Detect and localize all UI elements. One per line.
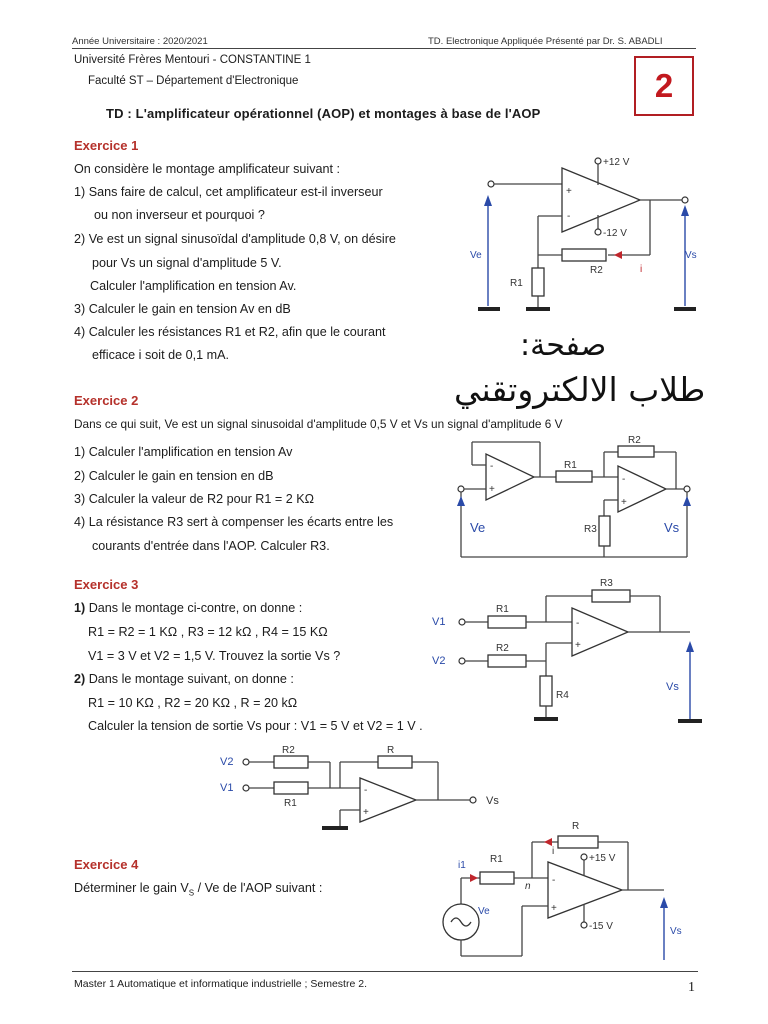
- ex3a-minus: -: [576, 618, 580, 629]
- ex4-vminus-label: -15 V: [589, 921, 613, 932]
- watermark-line1: صفحة:: [520, 328, 607, 363]
- ex3-p1-values: R1 = R2 = 1 KΩ , R3 = 12 kΩ , R4 = 15 KΩ: [88, 625, 328, 639]
- ex1-vminus-label: -12 V: [603, 228, 627, 239]
- ex3a-v2-label: V2: [432, 655, 446, 667]
- ex1-q2b: pour Vs un signal d'amplitude 5 V.: [92, 256, 282, 270]
- ex1-q4b: efficace i soit de 0,1 mA.: [92, 348, 229, 362]
- ex1-vs-label: Vs: [685, 250, 697, 261]
- ex2-q4a: 4) La résistance R3 sert à compenser les écarts entre les: [74, 515, 394, 529]
- ex3a-r4-label: R4: [556, 690, 569, 701]
- ex4-question-b: / Ve de l'AOP suivant :: [194, 881, 323, 895]
- university-name: Université Frères Mentouri - CONSTANTINE 1: [74, 54, 311, 66]
- ex4-r1-label: R1: [490, 854, 503, 865]
- ex4-vs-label: Vs: [670, 926, 682, 937]
- ex4-opamp: [548, 862, 622, 918]
- ex1-vplus-label: +12 V: [603, 157, 630, 168]
- ex4-r-label: R: [572, 821, 580, 832]
- ex2-r2-label: R2: [628, 435, 641, 446]
- exercise-1-heading: Exercice 1: [74, 138, 139, 153]
- ex2-q1: 1) Calculer l'amplification en tension Av: [74, 445, 293, 459]
- ex3b-v1-label: V1: [220, 782, 234, 794]
- ex2-q3: 3) Calculer la valeur de R2 pour R1 = 2 KΩ: [74, 492, 315, 506]
- page-number: 1: [688, 980, 695, 995]
- ex3a-r3-label: R3: [600, 578, 613, 589]
- footer-text: Master 1 Automatique et informatique industrielle ; Semestre 2.: [74, 978, 367, 990]
- ex4-r-resistor: [558, 836, 598, 848]
- page-title: TD : L'amplificateur opérationnel (AOP) et montages à base de l'AOP: [106, 106, 541, 121]
- ex2-ve-label: Ve: [470, 520, 486, 535]
- ex3-p1-values2: V1 = 3 V et V2 = 1,5 V. Trouvez la sortie Vs ?: [88, 649, 341, 663]
- ex2-inverter-minus: -: [622, 474, 626, 485]
- academic-year: Année Universitaire : 2020/2021: [72, 36, 208, 47]
- footer-rule: [72, 971, 698, 972]
- ex3-part1-text: Dans le montage ci-contre, on donne :: [85, 601, 303, 615]
- ex4-vplus-label: +15 V: [589, 853, 616, 864]
- ex3a-r2-label: R2: [496, 643, 509, 654]
- ex1-ve-label: Ve: [470, 250, 482, 261]
- ex3b-plus: +: [363, 807, 369, 818]
- ex3b-vs-label: Vs: [486, 795, 499, 807]
- ex1-minus-sign: -: [567, 211, 571, 222]
- ex1-plus-sign: +: [566, 186, 572, 197]
- ex1-q1b: ou non inverseur et pourquoi ?: [94, 208, 265, 222]
- ex3a-v1-label: V1: [432, 616, 446, 628]
- ex3b-r-label: R: [387, 745, 395, 756]
- ex3b-r2-label: R2: [282, 745, 295, 756]
- ex1-intro: On considère le montage amplificateur suivant :: [74, 162, 341, 176]
- ex4-i1-label: i1: [458, 860, 466, 871]
- ex1-q2a: 2) Ve est un signal sinusoïdal d'amplitude 0,8 V, on désire: [74, 232, 396, 246]
- ex2-q2: 2) Calculer le gain en tension en dB: [74, 469, 274, 483]
- ex4-minus: -: [552, 875, 556, 886]
- ex2-inverter-plus: +: [621, 497, 627, 508]
- ex1-r1-label: R1: [510, 278, 523, 289]
- exercise-4-heading: Exercice 4: [74, 857, 139, 872]
- ex2-r3-label: R3: [584, 524, 597, 535]
- ex3-part2-num: 2): [74, 672, 86, 686]
- ex1-q1a: 1) Sans faire de calcul, cet amplificateur est-il inverseur: [74, 185, 383, 199]
- ex1-q2c: Calculer l'amplification en tension Av.: [90, 279, 297, 293]
- ex3b-minus: -: [364, 785, 368, 796]
- ex3b-v2-label: V2: [220, 756, 234, 768]
- ex4-ve-label: Ve: [478, 906, 490, 917]
- ex1-r2-label: R2: [590, 265, 603, 276]
- ex2-vs-label: Vs: [664, 520, 680, 535]
- ex1-q3: 3) Calculer le gain en tension Av en dB: [74, 302, 291, 316]
- ex1-q4a: 4) Calculer les résistances R1 et R2, afin que le courant: [74, 325, 386, 339]
- ex3-p2-question: Calculer la tension de sortie Vs pour : V1 = 5 V et V2 = 1 V .: [88, 719, 423, 733]
- ex3b-r1-label: R1: [284, 798, 297, 809]
- course-info: TD. Electronique Appliquée Présenté par Dr. S. ABADLI: [428, 36, 663, 47]
- ex4-plus: +: [551, 903, 557, 914]
- ex4-r1-resistor: [480, 872, 514, 884]
- td-number: 2: [654, 67, 674, 104]
- ex4-i-label: i: [552, 846, 555, 857]
- watermark-line2: طلاب الالكتروتقني: [454, 370, 706, 409]
- ex2-buffer-plus: +: [489, 484, 495, 495]
- exercise-2-heading: Exercice 2: [74, 393, 139, 408]
- exercise-3-heading: Exercice 3: [74, 577, 139, 592]
- ex3a-vs-label: Vs: [666, 681, 679, 693]
- ex2-intro: Dans ce qui suit, Ve est un signal sinusoidal d'amplitude 0,5 V et Vs un signal d'amplitude 6 V: [74, 417, 563, 431]
- faculty-name: Faculté ST – Département d'Electronique: [88, 75, 299, 87]
- ex3a-plus: +: [575, 640, 581, 651]
- ex3-part1-num: 1): [74, 601, 86, 615]
- ex2-r1-label: R1: [564, 460, 577, 471]
- ex4-question-sub: S: [188, 888, 195, 898]
- ex1-current-label: i: [640, 264, 643, 275]
- ex3-part2-text: Dans le montage suivant, on donne :: [85, 672, 294, 686]
- ex3a-r1-label: R1: [496, 604, 509, 615]
- ex2-q4b: courants d'entrée dans l'AOP. Calculer R3.: [92, 539, 330, 553]
- ex3-p2-values: R1 = 10 KΩ , R2 = 20 KΩ , R = 20 kΩ: [88, 696, 298, 710]
- ex2-buffer-minus: -: [490, 461, 494, 472]
- ex4-node-n-label: n: [525, 881, 531, 892]
- ex4-question-a: Déterminer le gain V: [74, 881, 189, 895]
